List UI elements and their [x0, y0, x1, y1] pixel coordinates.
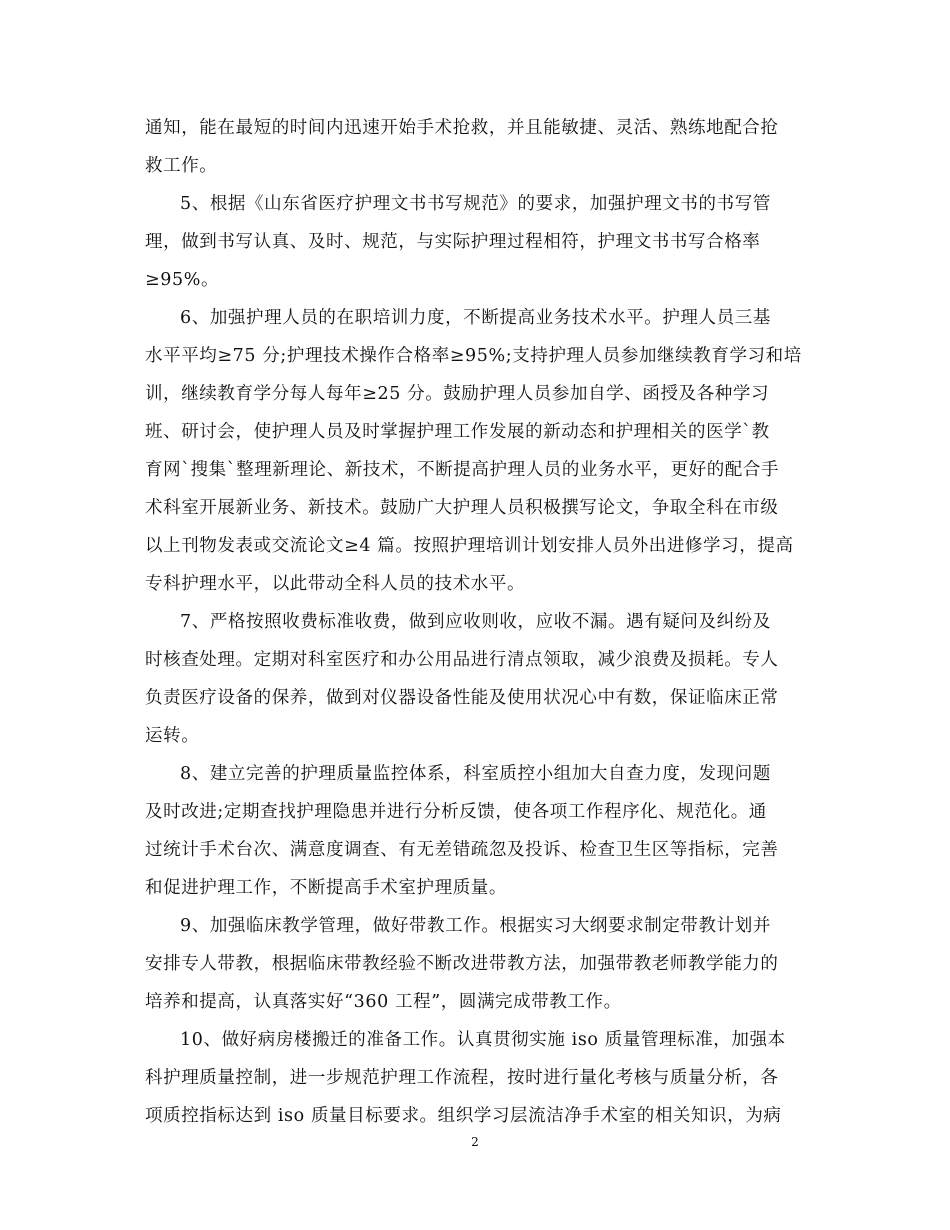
- text-line: 负责医疗设备的保养，做到对仪器设备性能及使用状况心中有数，保证临床正常: [145, 688, 779, 708]
- text-line: 和促进护理工作，不断提高手术室护理质量。: [145, 878, 507, 898]
- page-number: 2: [471, 1135, 479, 1149]
- text-line: 专科护理水平，以此带动全科人员的技术水平。: [145, 574, 526, 594]
- text-line: ≥95%。: [145, 270, 220, 290]
- text-line: 理，做到书写认真、及时、规范，与实际护理过程相符，护理文书书写合格率: [145, 232, 761, 252]
- text-line: 术科室开展新业务、新技术。鼓励广大护理人员积极撰写论文，争取全科在市级: [145, 498, 779, 518]
- text-line: 训，继续教育学分每人每年≥25 分。鼓励护理人员参加自学、函授及各种学习: [145, 384, 770, 404]
- paragraph-5-first-line: 5、根据《山东省医疗护理文书书写规范》的要求，加强护理文书的书写管: [180, 194, 771, 214]
- text-line: 过统计手术台次、满意度调查、有无差错疏忽及投诉、检查卫生区等指标，完善: [145, 840, 779, 860]
- text-line: 运转。: [145, 726, 200, 746]
- text-line: 班、研讨会，使护理人员及时掌握护理工作发展的新动态和护理相关的医学`教: [145, 422, 770, 442]
- text-line: 科护理质量控制，进一步规范护理工作流程，按时进行量化考核与质量分析，各: [145, 1068, 779, 1088]
- text-line: 培养和提高，认真落实好“360 工程”，圆满完成带教工作。: [145, 992, 622, 1012]
- text-line: 项质控指标达到 iso 质量目标要求。组织学习层流洁净手术室的相关知识，为病: [145, 1106, 782, 1126]
- text-line: 通知，能在最短的时间内迅速开始手术抢救，并且能敏捷、灵活、熟练地配合抢: [145, 118, 779, 138]
- paragraph-6-first-line: 6、加强护理人员的在职培训力度，不断提高业务技术水平。护理人员三基: [180, 308, 771, 328]
- text-line: 救工作。: [145, 156, 218, 176]
- paragraph-7-first-line: 7、严格按照收费标准收费，做到应收则收，应收不漏。遇有疑问及纠纷及: [180, 612, 771, 632]
- text-line: 时核查处理。定期对科室医疗和办公用品进行清点领取，减少浪费及损耗。专人: [145, 650, 779, 670]
- paragraph-9-first-line: 9、加强临床教学管理，做好带教工作。根据实习大纲要求制定带教计划并: [180, 916, 771, 936]
- paragraph-8-first-line: 8、建立完善的护理质量监控体系，科室质控小组加大自查力度，发现问题: [180, 764, 771, 784]
- text-line: 安排专人带教，根据临床带教经验不断改进带教方法，加强带教老师教学能力的: [145, 954, 779, 974]
- text-line: 以上刊物发表或交流论文≥4 篇。按照护理培训计划安排人员外出进修学习，提高: [145, 536, 794, 556]
- paragraph-10-first-line: 10、做好病房楼搬迁的准备工作。认真贯彻实施 iso 质量管理标准，加强本: [180, 1030, 786, 1050]
- text-line: 水平平均≥75 分;护理技术操作合格率≥95%;支持护理人员参加继续教育学习和培: [145, 346, 802, 366]
- text-line: 及时改进;定期查找护理隐患并进行分析反馈，使各项工作程序化、规范化。通: [145, 802, 767, 822]
- text-line: 育网`搜集`整理新理论、新技术，不断提高护理人员的业务水平，更好的配合手: [145, 460, 780, 480]
